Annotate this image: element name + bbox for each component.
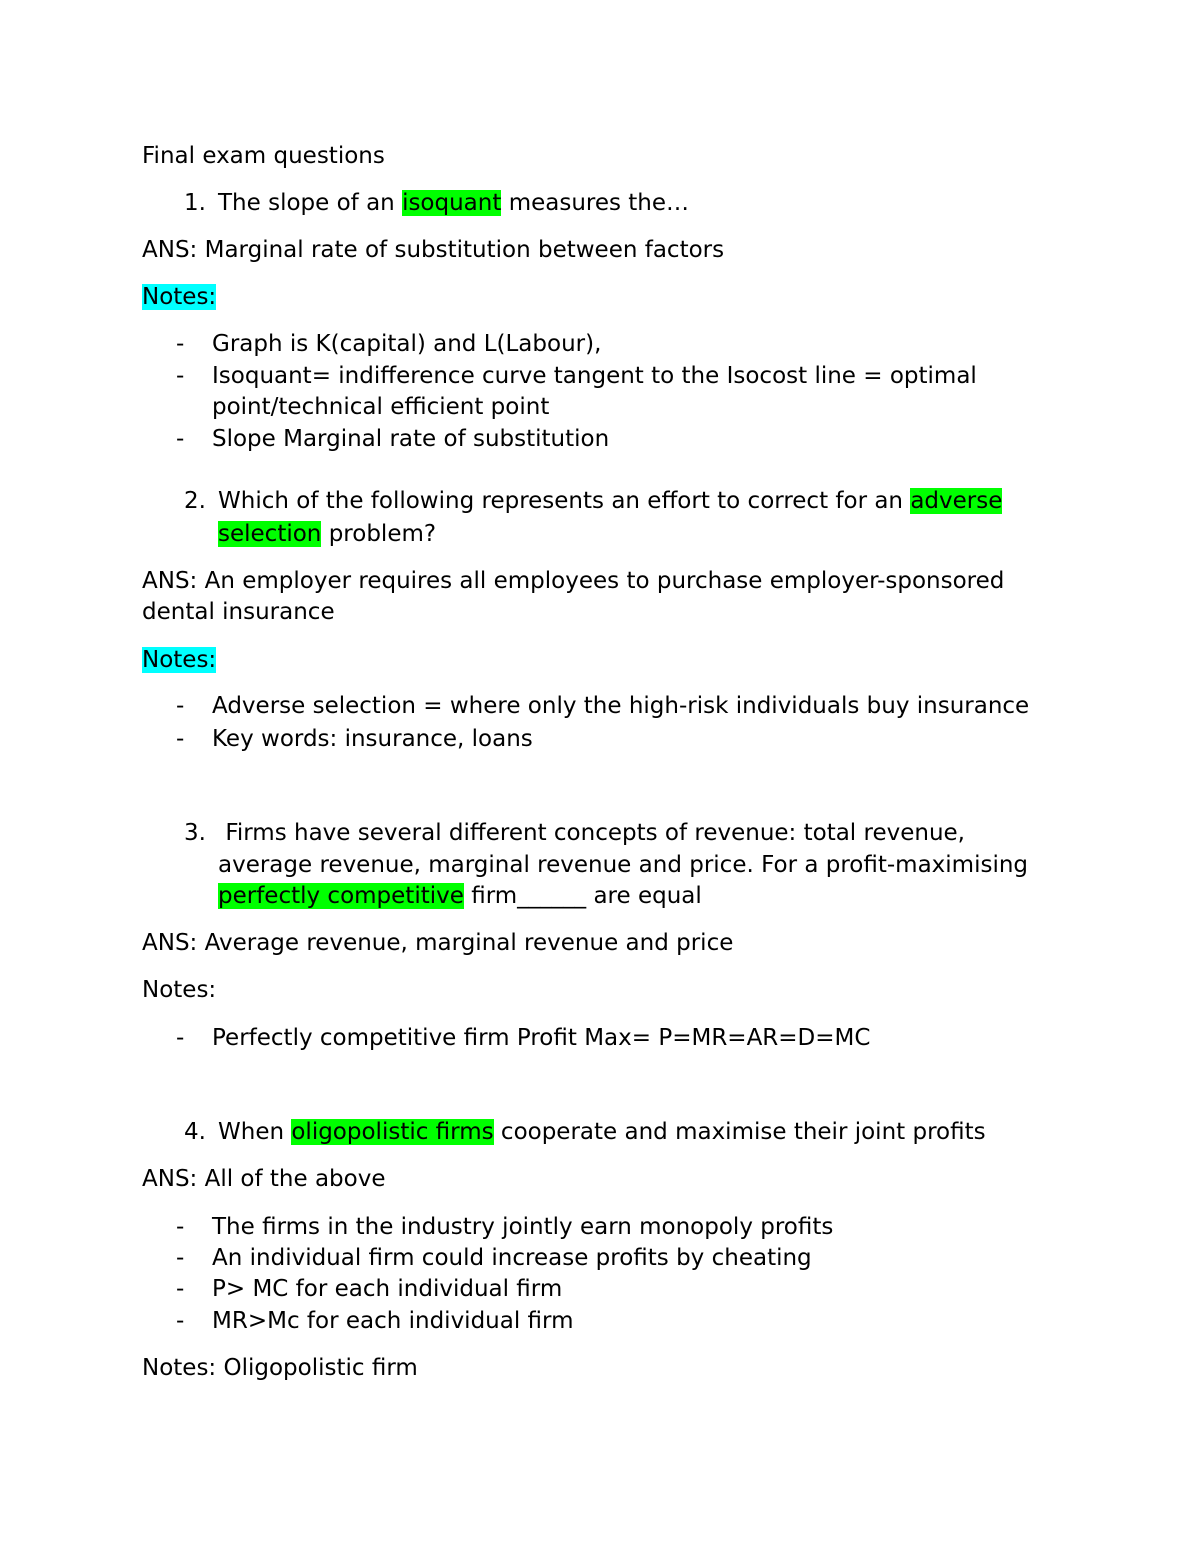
answer-1: ANS: Marginal rate of substitution between factors: [142, 237, 725, 263]
question-1: [184, 188, 689, 218]
note-text: Adverse selection = where only the high-risk individuals buy insurance: [212, 693, 1030, 719]
answer-2: ANS: An employer requires all employees to purchase employer-sponsored: [142, 568, 1005, 594]
bullet-dash: -: [176, 331, 185, 357]
question-text: problem?: [328, 521, 437, 547]
bullet-dash: -: [176, 693, 185, 719]
question-text: cooperate and maximise their joint profits: [500, 1119, 986, 1145]
bullet-dash: -: [176, 1214, 185, 1240]
notes-label-3: Notes:: [142, 977, 217, 1003]
bullet-dash: -: [176, 1276, 185, 1302]
notes-label: Notes:: [142, 647, 217, 673]
answer-2-continuation: dental insurance: [142, 599, 335, 625]
question-text: measures the…: [508, 190, 690, 216]
question-3-continuation: [218, 881, 702, 911]
highlighted-term: selection: [218, 521, 322, 547]
note-text: Isoquant= indifference curve tangent to the Isocost line = optimal: [212, 363, 977, 389]
note-text: Key words: insurance, loans: [212, 726, 533, 752]
notes-label-1: [142, 282, 216, 312]
question-text: firm______ are equal: [471, 883, 702, 909]
option-text: MR>Mc for each individual firm: [212, 1308, 574, 1334]
question-3-continuation: average revenue, marginal revenue and price. For a profit-maximising: [218, 852, 1029, 878]
question-text: Which of the following represents an effort to correct for an: [218, 488, 904, 514]
highlighted-term: isoquant: [402, 190, 502, 216]
notes-label: Notes:: [142, 284, 217, 310]
note-text: Graph is K(capital) and L(Labour),: [212, 331, 602, 357]
bullet-dash: -: [176, 726, 185, 752]
document-title: Final exam questions: [142, 143, 385, 169]
question-number: 2.: [184, 488, 206, 514]
question-number: 1.: [184, 190, 206, 216]
bullet-dash: -: [176, 1245, 185, 1271]
notes-4: Notes: Oligopolistic firm: [142, 1355, 418, 1381]
bullet-dash: -: [176, 1025, 185, 1051]
option-text: P> MC for each individual firm: [212, 1276, 563, 1302]
highlighted-term: oligopolistic firms: [291, 1119, 494, 1145]
highlighted-term: adverse: [910, 488, 1003, 514]
bullet-dash: -: [176, 426, 185, 452]
answer-3: ANS: Average revenue, marginal revenue and price: [142, 930, 734, 956]
notes-label-2: [142, 645, 216, 675]
note-text: Perfectly competitive firm Profit Max= P=MR=AR=D=MC: [212, 1025, 871, 1051]
highlighted-term: perfectly competitive: [218, 883, 464, 909]
question-text: When: [218, 1119, 285, 1145]
question-2-continuation: [218, 519, 436, 549]
note-continuation: point/technical efficient point: [212, 394, 550, 420]
answer-4: ANS: All of the above: [142, 1166, 386, 1192]
question-text: Firms have several different concepts of revenue: total revenue,: [225, 820, 965, 846]
question-text: The slope of an: [218, 190, 395, 216]
bullet-dash: -: [176, 1308, 185, 1334]
question-2: [184, 486, 1002, 516]
bullet-dash: -: [176, 363, 185, 389]
option-text: The firms in the industry jointly earn monopoly profits: [212, 1214, 834, 1240]
option-text: An individual firm could increase profits by cheating: [212, 1245, 812, 1271]
question-3: [184, 818, 965, 848]
note-text: Slope Marginal rate of substitution: [212, 426, 610, 452]
question-number: 4.: [184, 1119, 206, 1145]
question-4: [184, 1117, 986, 1147]
question-number: 3.: [184, 820, 206, 846]
